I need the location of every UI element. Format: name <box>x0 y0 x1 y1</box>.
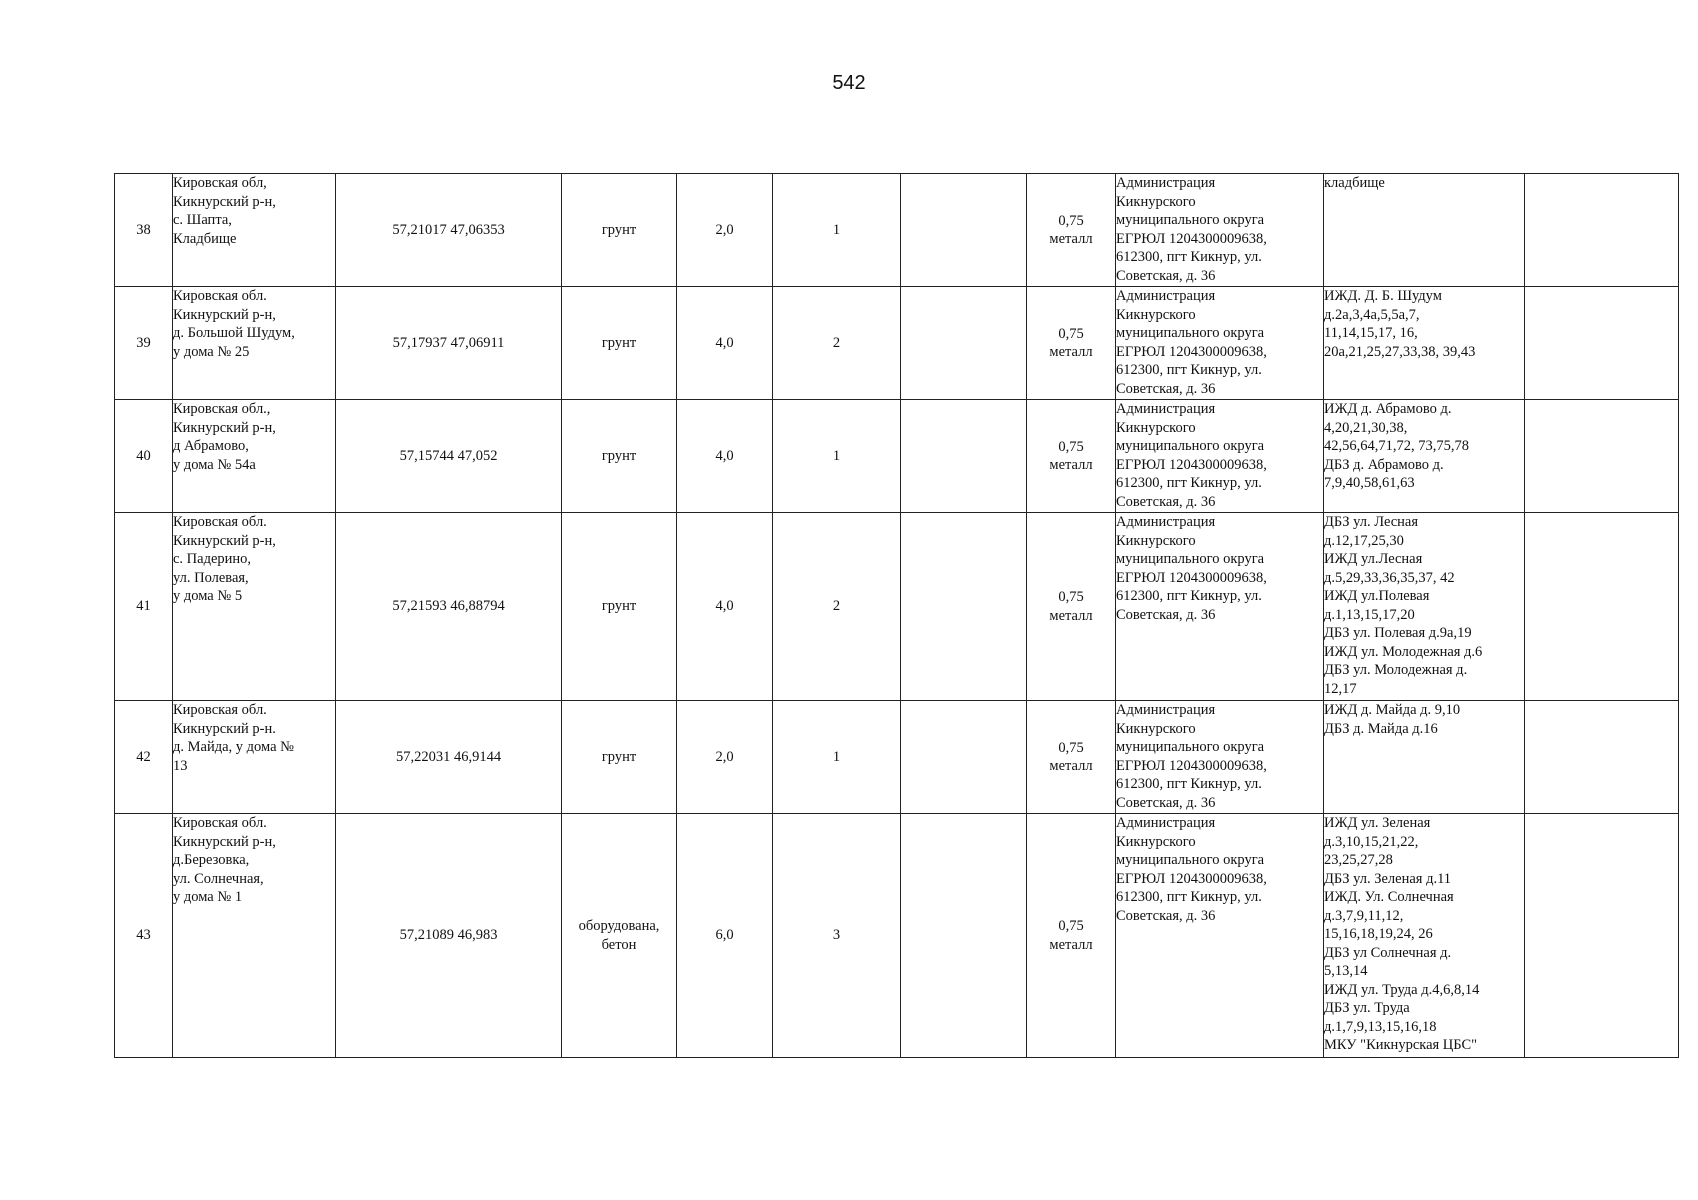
owner-line: Администрация <box>1116 702 1216 719</box>
sources-line: 5,13,14 <box>1324 963 1368 980</box>
table-row <box>115 513 1679 701</box>
address-cell <box>173 287 336 400</box>
coordinates-cell: 57,17937 47,06911 <box>336 287 562 400</box>
row-number-cell: 41 <box>115 513 173 701</box>
owner-cell <box>1116 701 1324 814</box>
address-line: Кировская обл. <box>173 815 267 832</box>
container-line: 0,75 <box>1058 325 1084 342</box>
owner-line: ЕГРЮЛ 1204300009638, <box>1116 757 1267 774</box>
empty-cell <box>1525 814 1679 1058</box>
sources-line: 42,56,64,71,72, 73,75,78 <box>1324 438 1469 455</box>
address-line: Кировская обл. <box>173 288 267 305</box>
container-volume-cell <box>1027 174 1116 287</box>
owner-line: 612300, пгт Кикнур, ул. <box>1116 362 1262 379</box>
owner-line: муниципального округа <box>1116 852 1265 869</box>
address-cell <box>173 174 336 287</box>
container-line: 0,75 <box>1058 589 1084 606</box>
row-number-cell: 40 <box>115 400 173 513</box>
waste-sources-cell <box>1324 174 1525 287</box>
address-line: у дома № 25 <box>173 343 250 360</box>
address-line: Кикнурский р-н, <box>173 193 276 210</box>
address-line: у дома № 1 <box>173 889 243 906</box>
owner-cell <box>1116 287 1324 400</box>
sources-line: ИЖД ул. Труда д.4,6,8,14 <box>1324 981 1480 998</box>
address-line: 13 <box>173 757 188 774</box>
sources-line: МКУ "Кикнурская ЦБС" <box>1324 1037 1478 1054</box>
waste-sources-cell <box>1324 400 1525 513</box>
owner-line: Советская, д. 36 <box>1116 907 1216 924</box>
address-line: Кикнурский р-н, <box>173 532 276 549</box>
empty-cell <box>901 814 1027 1058</box>
area-cell: 4,0 <box>677 287 773 400</box>
owner-line: Кикнурского <box>1116 532 1196 549</box>
owner-line: Администрация <box>1116 288 1216 305</box>
sources-line: д.12,17,25,30 <box>1324 532 1404 549</box>
container-count-cell: 3 <box>773 814 901 1058</box>
row-number-cell: 39 <box>115 287 173 400</box>
owner-line: Советская, д. 36 <box>1116 380 1216 397</box>
owner-line: Администрация <box>1116 401 1216 418</box>
owner-line: ЕГРЮЛ 1204300009638, <box>1116 230 1267 247</box>
sources-line: 11,14,15,17, 16, <box>1324 325 1418 342</box>
owner-cell <box>1116 513 1324 701</box>
sources-line: д.1,7,9,13,15,16,18 <box>1324 1018 1437 1035</box>
empty-cell <box>1525 174 1679 287</box>
address-line: у дома № 54а <box>173 456 256 473</box>
owner-line: 612300, пгт Кикнур, ул. <box>1116 475 1262 492</box>
owner-line: 612300, пгт Кикнур, ул. <box>1116 588 1262 605</box>
sources-line: д.2а,3,4а,5,5а,7, <box>1324 306 1420 323</box>
sources-line: ДБЗ ул. Зеленая д.11 <box>1324 870 1452 887</box>
address-line: Кикнурский р-н, <box>173 833 276 850</box>
owner-line: Администрация <box>1116 175 1216 191</box>
container-count-cell: 2 <box>773 287 901 400</box>
sources-line: 20а,21,25,27,33,38, 39,43 <box>1324 343 1476 360</box>
sources-line: 7,9,40,58,61,63 <box>1324 475 1415 492</box>
sites-table <box>114 173 1679 1058</box>
sources-line: д.5,29,33,36,35,37, 42 <box>1324 569 1455 586</box>
sources-line: ИЖД д. Абрамово д. <box>1324 401 1452 418</box>
owner-line: муниципального округа <box>1116 212 1265 228</box>
address-cell <box>173 400 336 513</box>
empty-cell <box>901 701 1027 814</box>
owner-line: муниципального округа <box>1116 438 1265 455</box>
sources-line: 4,20,21,30,38, <box>1324 419 1408 436</box>
owner-line: 612300, пгт Кикнур, ул. <box>1116 776 1262 793</box>
empty-cell <box>1525 701 1679 814</box>
container-line: 0,75 <box>1058 212 1084 229</box>
row-number-cell: 38 <box>115 174 173 287</box>
owner-line: Администрация <box>1116 514 1216 531</box>
empty-cell <box>901 287 1027 400</box>
coordinates-cell: 57,21089 46,983 <box>336 814 562 1058</box>
area-cell: 4,0 <box>677 400 773 513</box>
surface-cell <box>562 701 677 814</box>
address-line: Кикнурский р-н, <box>173 419 276 436</box>
table-row <box>115 814 1679 1058</box>
row-number-cell: 43 <box>115 814 173 1058</box>
address-line: д.Березовка, <box>173 852 250 869</box>
container-line: 0,75 <box>1058 438 1084 455</box>
address-line: Кикнурский р-н. <box>173 720 276 737</box>
sources-line: ДБЗ ул. Полевая д.9а,19 <box>1324 625 1472 642</box>
sources-line: 15,16,18,19,24, 26 <box>1324 926 1433 943</box>
address-line: д. Майда, у дома № <box>173 739 294 756</box>
table-row <box>115 174 1679 287</box>
address-line: Кировская обл, <box>173 175 267 191</box>
address-cell <box>173 513 336 701</box>
owner-line: ЕГРЮЛ 1204300009638, <box>1116 870 1267 887</box>
surface-cell <box>562 174 677 287</box>
empty-cell <box>1525 400 1679 513</box>
coordinates-cell: 57,22031 46,9144 <box>336 701 562 814</box>
row-number-cell: 42 <box>115 701 173 814</box>
container-line: металл <box>1049 758 1093 775</box>
owner-line: Кикнурского <box>1116 720 1196 737</box>
owner-line: Советская, д. 36 <box>1116 493 1216 510</box>
container-volume-cell <box>1027 287 1116 400</box>
owner-line: Советская, д. 36 <box>1116 794 1216 811</box>
surface-cell <box>562 400 677 513</box>
owner-cell <box>1116 814 1324 1058</box>
address-line: Кикнурский р-н, <box>173 306 276 323</box>
container-line: металл <box>1049 607 1093 624</box>
owner-line: Кикнурского <box>1116 306 1196 323</box>
address-line: Кировская обл. <box>173 514 267 531</box>
address-line: Кировская обл., <box>173 401 271 418</box>
container-line: 0,75 <box>1058 739 1084 756</box>
address-line: ул. Полевая, <box>173 569 249 586</box>
surface-cell <box>562 814 677 1058</box>
area-cell: 4,0 <box>677 513 773 701</box>
owner-line: ЕГРЮЛ 1204300009638, <box>1116 456 1267 473</box>
empty-cell <box>901 513 1027 701</box>
sources-line: ИЖД д. Майда д. 9,10 <box>1324 702 1461 719</box>
sources-line: д.3,10,15,21,22, <box>1324 833 1419 850</box>
empty-cell <box>1525 287 1679 400</box>
waste-sources-cell <box>1324 814 1525 1058</box>
area-cell: 6,0 <box>677 814 773 1058</box>
owner-line: Кикнурского <box>1116 419 1196 436</box>
sources-line: ИЖД ул. Зеленая <box>1324 815 1431 832</box>
cover-text: грунт <box>601 748 637 765</box>
sources-line: ИЖД. Д. Б. Шудум <box>1324 288 1442 305</box>
page-number: 542 <box>832 72 866 94</box>
coordinates-cell: 57,21017 47,06353 <box>336 174 562 287</box>
area-cell: 2,0 <box>677 701 773 814</box>
owner-line: муниципального округа <box>1116 739 1265 756</box>
cover-text: грунт <box>601 598 637 615</box>
owner-cell <box>1116 174 1324 287</box>
address-line: д. Большой Шудум, <box>173 325 295 342</box>
container-line: 0,75 <box>1058 918 1084 935</box>
cover-text: оборудована, бетон <box>578 918 660 953</box>
cover-text: грунт <box>601 334 637 351</box>
sources-line: ИЖД ул. Молодежная д.6 <box>1324 643 1483 660</box>
sources-line: 23,25,27,28 <box>1324 852 1393 869</box>
sources-line: 12,17 <box>1324 680 1357 697</box>
sources-line: ИЖД. Ул. Солнечная <box>1324 889 1454 906</box>
sources-line: ДБЗ д. Майда д.16 <box>1324 720 1438 737</box>
sources-line: ДБЗ ул. Лесная <box>1324 514 1419 531</box>
surface-cell <box>562 513 677 701</box>
owner-line: Кикнурского <box>1116 193 1196 210</box>
owner-line: муниципального округа <box>1116 325 1265 342</box>
owner-line: 612300, пгт Кикнур, ул. <box>1116 889 1262 906</box>
address-cell <box>173 701 336 814</box>
owner-line: Советская, д. 36 <box>1116 267 1216 284</box>
table-row <box>115 400 1679 513</box>
cover-text: грунт <box>601 221 637 238</box>
empty-cell <box>901 400 1027 513</box>
sources-line: ДБЗ ул. Молодежная д. <box>1324 662 1468 679</box>
container-volume-cell <box>1027 701 1116 814</box>
waste-sources-cell <box>1324 287 1525 400</box>
address-line: с. Падерино, <box>173 551 252 568</box>
container-volume-cell <box>1027 814 1116 1058</box>
sources-line: ДБЗ ул Солнечная д. <box>1324 944 1452 961</box>
sources-line: ДБЗ д. Абрамово д. <box>1324 456 1444 473</box>
table-row <box>115 701 1679 814</box>
cover-text: грунт <box>601 447 637 464</box>
owner-line: Кикнурского <box>1116 833 1196 850</box>
address-line: с. Шапта, <box>173 212 232 228</box>
container-count-cell: 1 <box>773 400 901 513</box>
owner-line: Администрация <box>1116 815 1216 832</box>
container-line: металл <box>1049 344 1093 361</box>
address-line: у дома № 5 <box>173 588 243 605</box>
address-line: Кладбище <box>173 230 237 247</box>
sources-line: кладбище <box>1324 175 1385 191</box>
address-cell <box>173 814 336 1058</box>
owner-line: ЕГРЮЛ 1204300009638, <box>1116 569 1267 586</box>
empty-cell <box>901 174 1027 287</box>
owner-line: Советская, д. 36 <box>1116 606 1216 623</box>
owner-line: ЕГРЮЛ 1204300009638, <box>1116 343 1267 360</box>
container-volume-cell <box>1027 400 1116 513</box>
waste-sources-cell <box>1324 513 1525 701</box>
address-line: д Абрамово, <box>173 438 249 455</box>
empty-cell <box>1525 513 1679 701</box>
container-count-cell: 2 <box>773 513 901 701</box>
area-cell: 2,0 <box>677 174 773 287</box>
container-line: металл <box>1049 936 1093 953</box>
address-line: ул. Солнечная, <box>173 870 264 887</box>
coordinates-cell: 57,21593 46,88794 <box>336 513 562 701</box>
owner-line: муниципального округа <box>1116 551 1265 568</box>
container-volume-cell <box>1027 513 1116 701</box>
sources-line: ИЖД ул.Лесная <box>1324 551 1423 568</box>
table-row <box>115 287 1679 400</box>
container-line: металл <box>1049 231 1093 248</box>
surface-cell <box>562 287 677 400</box>
container-count-cell: 1 <box>773 174 901 287</box>
owner-cell <box>1116 400 1324 513</box>
container-count-cell: 1 <box>773 701 901 814</box>
sources-line: д.3,7,9,11,12, <box>1324 907 1404 924</box>
container-line: металл <box>1049 457 1093 474</box>
sources-line: ИЖД ул.Полевая <box>1324 588 1430 605</box>
sources-line: ДБЗ ул. Труда <box>1324 1000 1410 1017</box>
sources-line: д.1,13,15,17,20 <box>1324 606 1415 623</box>
coordinates-cell: 57,15744 47,052 <box>336 400 562 513</box>
address-line: Кировская обл. <box>173 702 267 719</box>
owner-line: 612300, пгт Кикнур, ул. <box>1116 249 1262 265</box>
waste-sources-cell <box>1324 701 1525 814</box>
